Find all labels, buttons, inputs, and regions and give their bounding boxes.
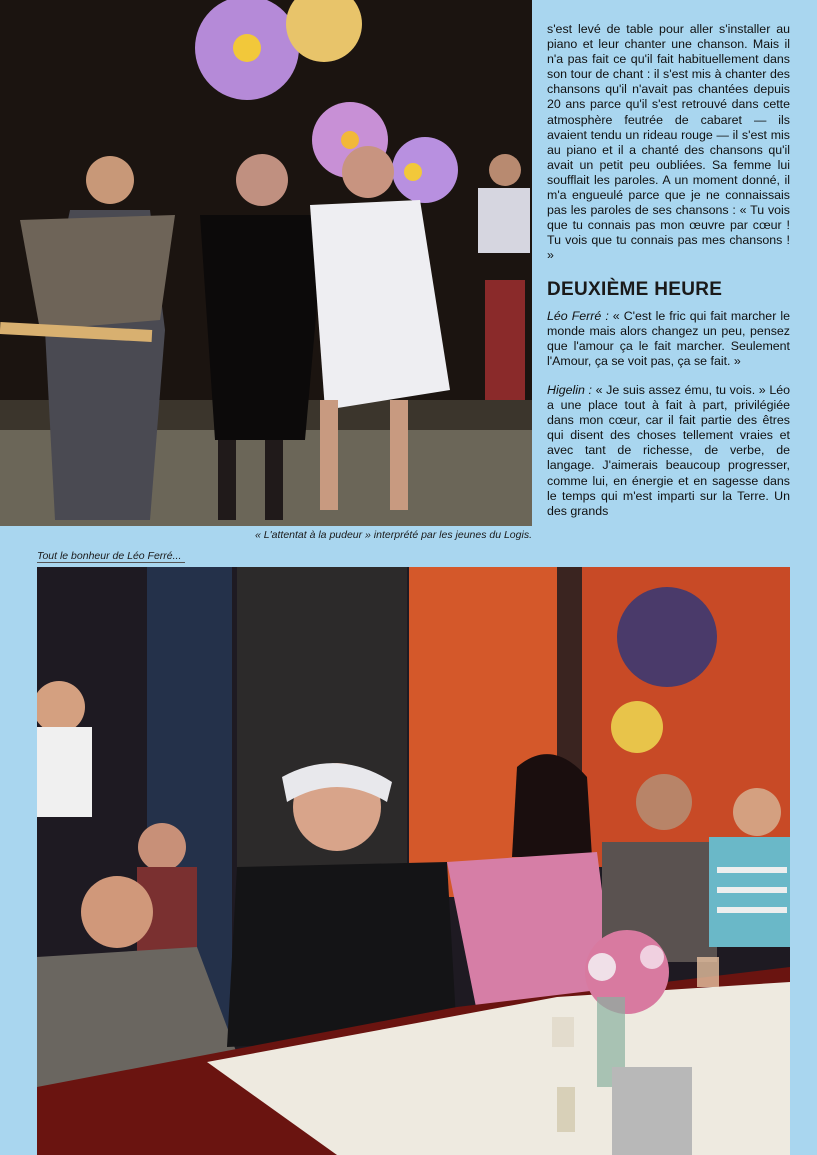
article-column: [547, 22, 790, 533]
caption-bottom-photo: Tout le bonheur de Léo Ferré...: [37, 550, 185, 563]
quote-higelin: [547, 383, 790, 519]
quote-text: « C'est le fric qui fait marcher le monde mais alors changez un peu, pensez que l'amour ça le fait marcher. Seulement l'Amour, ça se voit pas, ça se fait. »: [547, 308, 790, 368]
speaker-name: Higelin :: [547, 382, 592, 397]
photo-dancers: [0, 0, 532, 526]
section-heading: DEUXIÈME HEURE: [547, 278, 723, 300]
caption-top-photo: « L'attentat à la pudeur » interprété par les jeunes du Logis.: [255, 529, 532, 541]
speaker-name: Léo Ferré :: [547, 308, 609, 323]
quote-text: « Je suis assez ému, tu vois. » Léo a une place tout à fait à part, privilégiée dans mon cœur, car il fait partie des êtres qui disent des choses tellement vraies et avec tant de richesse, de verbe, de langage. J'aimerais beaucoup progresser, comme lui, en énergie et en sagesse dans le temps qui m'est imparti sur la Terre. Un des grands: [547, 382, 790, 518]
photo-table-scene: [37, 567, 790, 1155]
quote-ferre: [547, 309, 790, 369]
article-paragraph: s'est levé de table pour aller s'installer au piano et leur chanter une chanson. Mais il n'a pas fait ce qu'il fait habituellement dans son tour de chant : il s'est mis à chanter des chansons qu'il n'avait pas chantées depuis 20 ans parce qu'il s'est retrouvé dans cette atmosphère feutrée de cabaret — ils avaient tendu un rideau rouge — il s'est mis au piano et il a chanté des chansons qu'il avait un petit peu oubliées. Sa femme lui soufflait les paroles. A un moment donné, il m'a engueulé parce que je ne connaissais pas les paroles de ses chansons : « Tu vois que tu connais pas mon œuvre par cœur ! Tu vois que tu connais pas mes chansons ! »: [547, 22, 790, 263]
